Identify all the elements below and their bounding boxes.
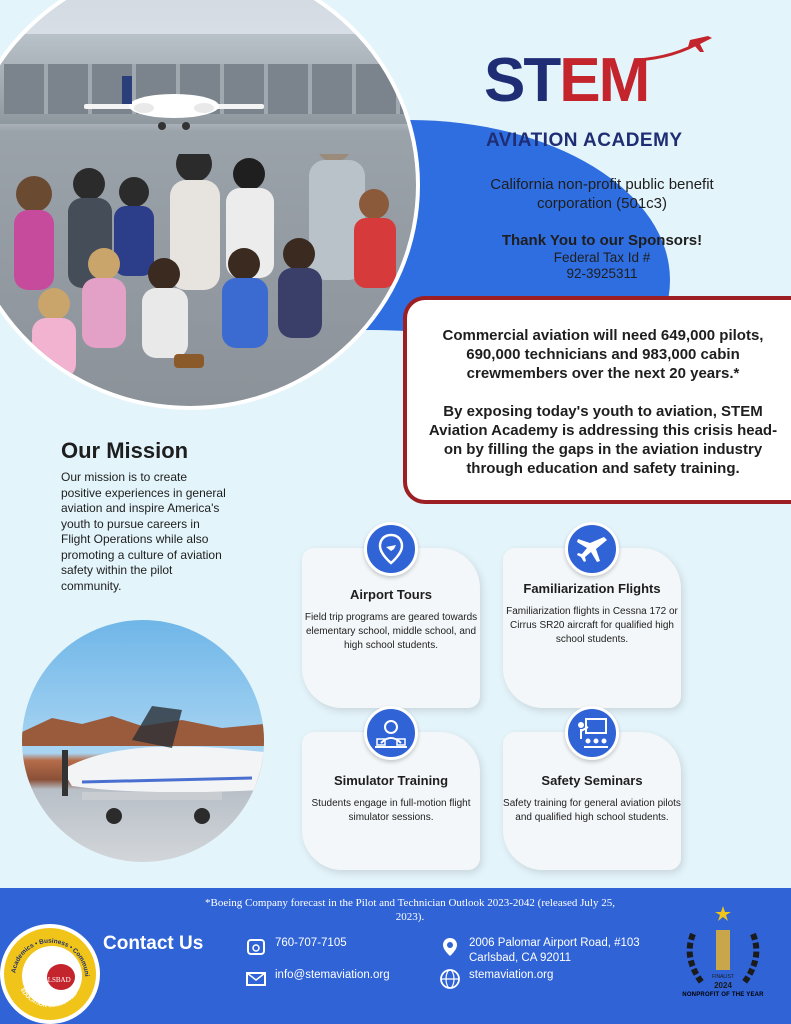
- program-card-airport-tours: [302, 548, 480, 708]
- cirrus-aircraft-photo: [22, 620, 264, 862]
- logo-wordmark-em: EM: [559, 46, 649, 115]
- program-text: Safety training for general aviation pilots and qualified high school students.: [503, 798, 681, 823]
- airport-tour-photo: [0, 0, 420, 410]
- globe-icon: [439, 968, 461, 990]
- twin-engine-plane: [74, 74, 274, 134]
- program-title: Safety Seminars: [541, 773, 643, 788]
- organization-description: California non-profit public benefit corporation (501c3): [490, 176, 714, 212]
- presentation-icon: [565, 706, 619, 760]
- children-crowd: [0, 154, 414, 410]
- mission-text: Our mission is to create positive experiences in general aviation and inspire America's youth to pursue careers in Flight Operations while also promoting a culture of aviation safety within the pilot community.: [61, 470, 226, 593]
- laurel-wreath-icon: [668, 904, 778, 994]
- program-card-safety-seminars: [503, 732, 681, 870]
- phone-icon: [245, 936, 267, 958]
- tax-id-value: 92-3925311: [566, 266, 638, 281]
- stem-aviation-logo: [484, 30, 714, 160]
- email-contact[interactable]: [275, 968, 390, 983]
- svg-text:Academics • Business • Communi: [4, 928, 90, 977]
- svg-text:EDUCATION COMMITTEE: [19, 987, 79, 1009]
- program-text: Familiarization flights in Cessna 172 or Cirrus SR20 aircraft for qualified high school students.: [506, 606, 678, 645]
- program-card-simulator-training: [302, 732, 480, 870]
- website-contact[interactable]: [469, 968, 553, 983]
- location-pin-icon: [364, 522, 418, 576]
- stats-paragraph-1: Commercial aviation will need 649,000 pilots, 690,000 technicians and 983,000 cabin crewmembers over the next 20 years.*: [442, 327, 764, 382]
- statistics-box: [403, 296, 791, 504]
- stats-paragraph-2: By exposing today's youth to aviation, STEM Aviation Academy is addressing this crisis head-on by filling the gaps in the aviation industry through education and safety training.: [428, 403, 778, 477]
- nonprofit-award-badge: [668, 904, 778, 1022]
- program-title: Simulator Training: [333, 773, 449, 788]
- footer: [0, 888, 791, 1024]
- badge-ring-text: [4, 928, 96, 1020]
- logo-subtitle: AVIATION ACADEMY: [486, 130, 683, 151]
- badge-ring-top: Academics • Business • Communi: [10, 937, 90, 977]
- tax-id-label: Federal Tax Id #: [553, 250, 651, 265]
- award-year: 2024: [714, 981, 732, 990]
- education-committee-badge: [0, 924, 100, 1024]
- mission-heading: Our Mission: [61, 438, 189, 463]
- badge-city: CARLSBAD: [33, 976, 71, 984]
- cirrus-plane: [22, 620, 264, 862]
- sponsors-thanks: Thank You to our Sponsors!: [501, 232, 703, 249]
- forecast-footnote: *Boeing Company forecast in the Pilot and Technician Outlook 2023-2042 (released July 25, 2023).: [205, 897, 615, 923]
- badge-ring-bottom: EDUCATION COMMITTEE: [18, 987, 79, 1010]
- logo-wordmark-st: ST: [484, 46, 560, 115]
- program-title: Airport Tours: [349, 587, 433, 602]
- program-text: Field trip programs are geared towards elementary school, middle school, and high school students.: [304, 612, 478, 651]
- email-address[interactable]: info@stemaviation.org: [275, 969, 390, 981]
- logo-wordmark: [484, 46, 649, 115]
- contact-heading: Contact Us: [103, 933, 204, 954]
- airplane-icon: [565, 522, 619, 576]
- address-line-1: 2006 Palomar Airport Road, #103: [469, 937, 640, 949]
- award-finalist: FINALIST: [712, 974, 734, 980]
- program-text: Students engage in full-motion flight simulator sessions.: [311, 798, 471, 823]
- website-link[interactable]: stemaviation.org: [469, 969, 554, 981]
- email-icon: [245, 968, 267, 990]
- award-label: NONPROFIT OF THE YEAR: [682, 992, 764, 998]
- phone-contact[interactable]: [275, 936, 347, 951]
- program-card-familiarization-flights: [503, 548, 681, 708]
- simulator-icon: [364, 706, 418, 760]
- phone-number[interactable]: 760-707-7105: [275, 937, 347, 949]
- address-line-2: Carlsbad, CA 92011: [469, 952, 572, 964]
- address-contact: [469, 936, 640, 966]
- location-icon: [439, 936, 461, 958]
- sponsors-block: [452, 232, 752, 282]
- program-title: Familiarization Flights: [523, 581, 661, 596]
